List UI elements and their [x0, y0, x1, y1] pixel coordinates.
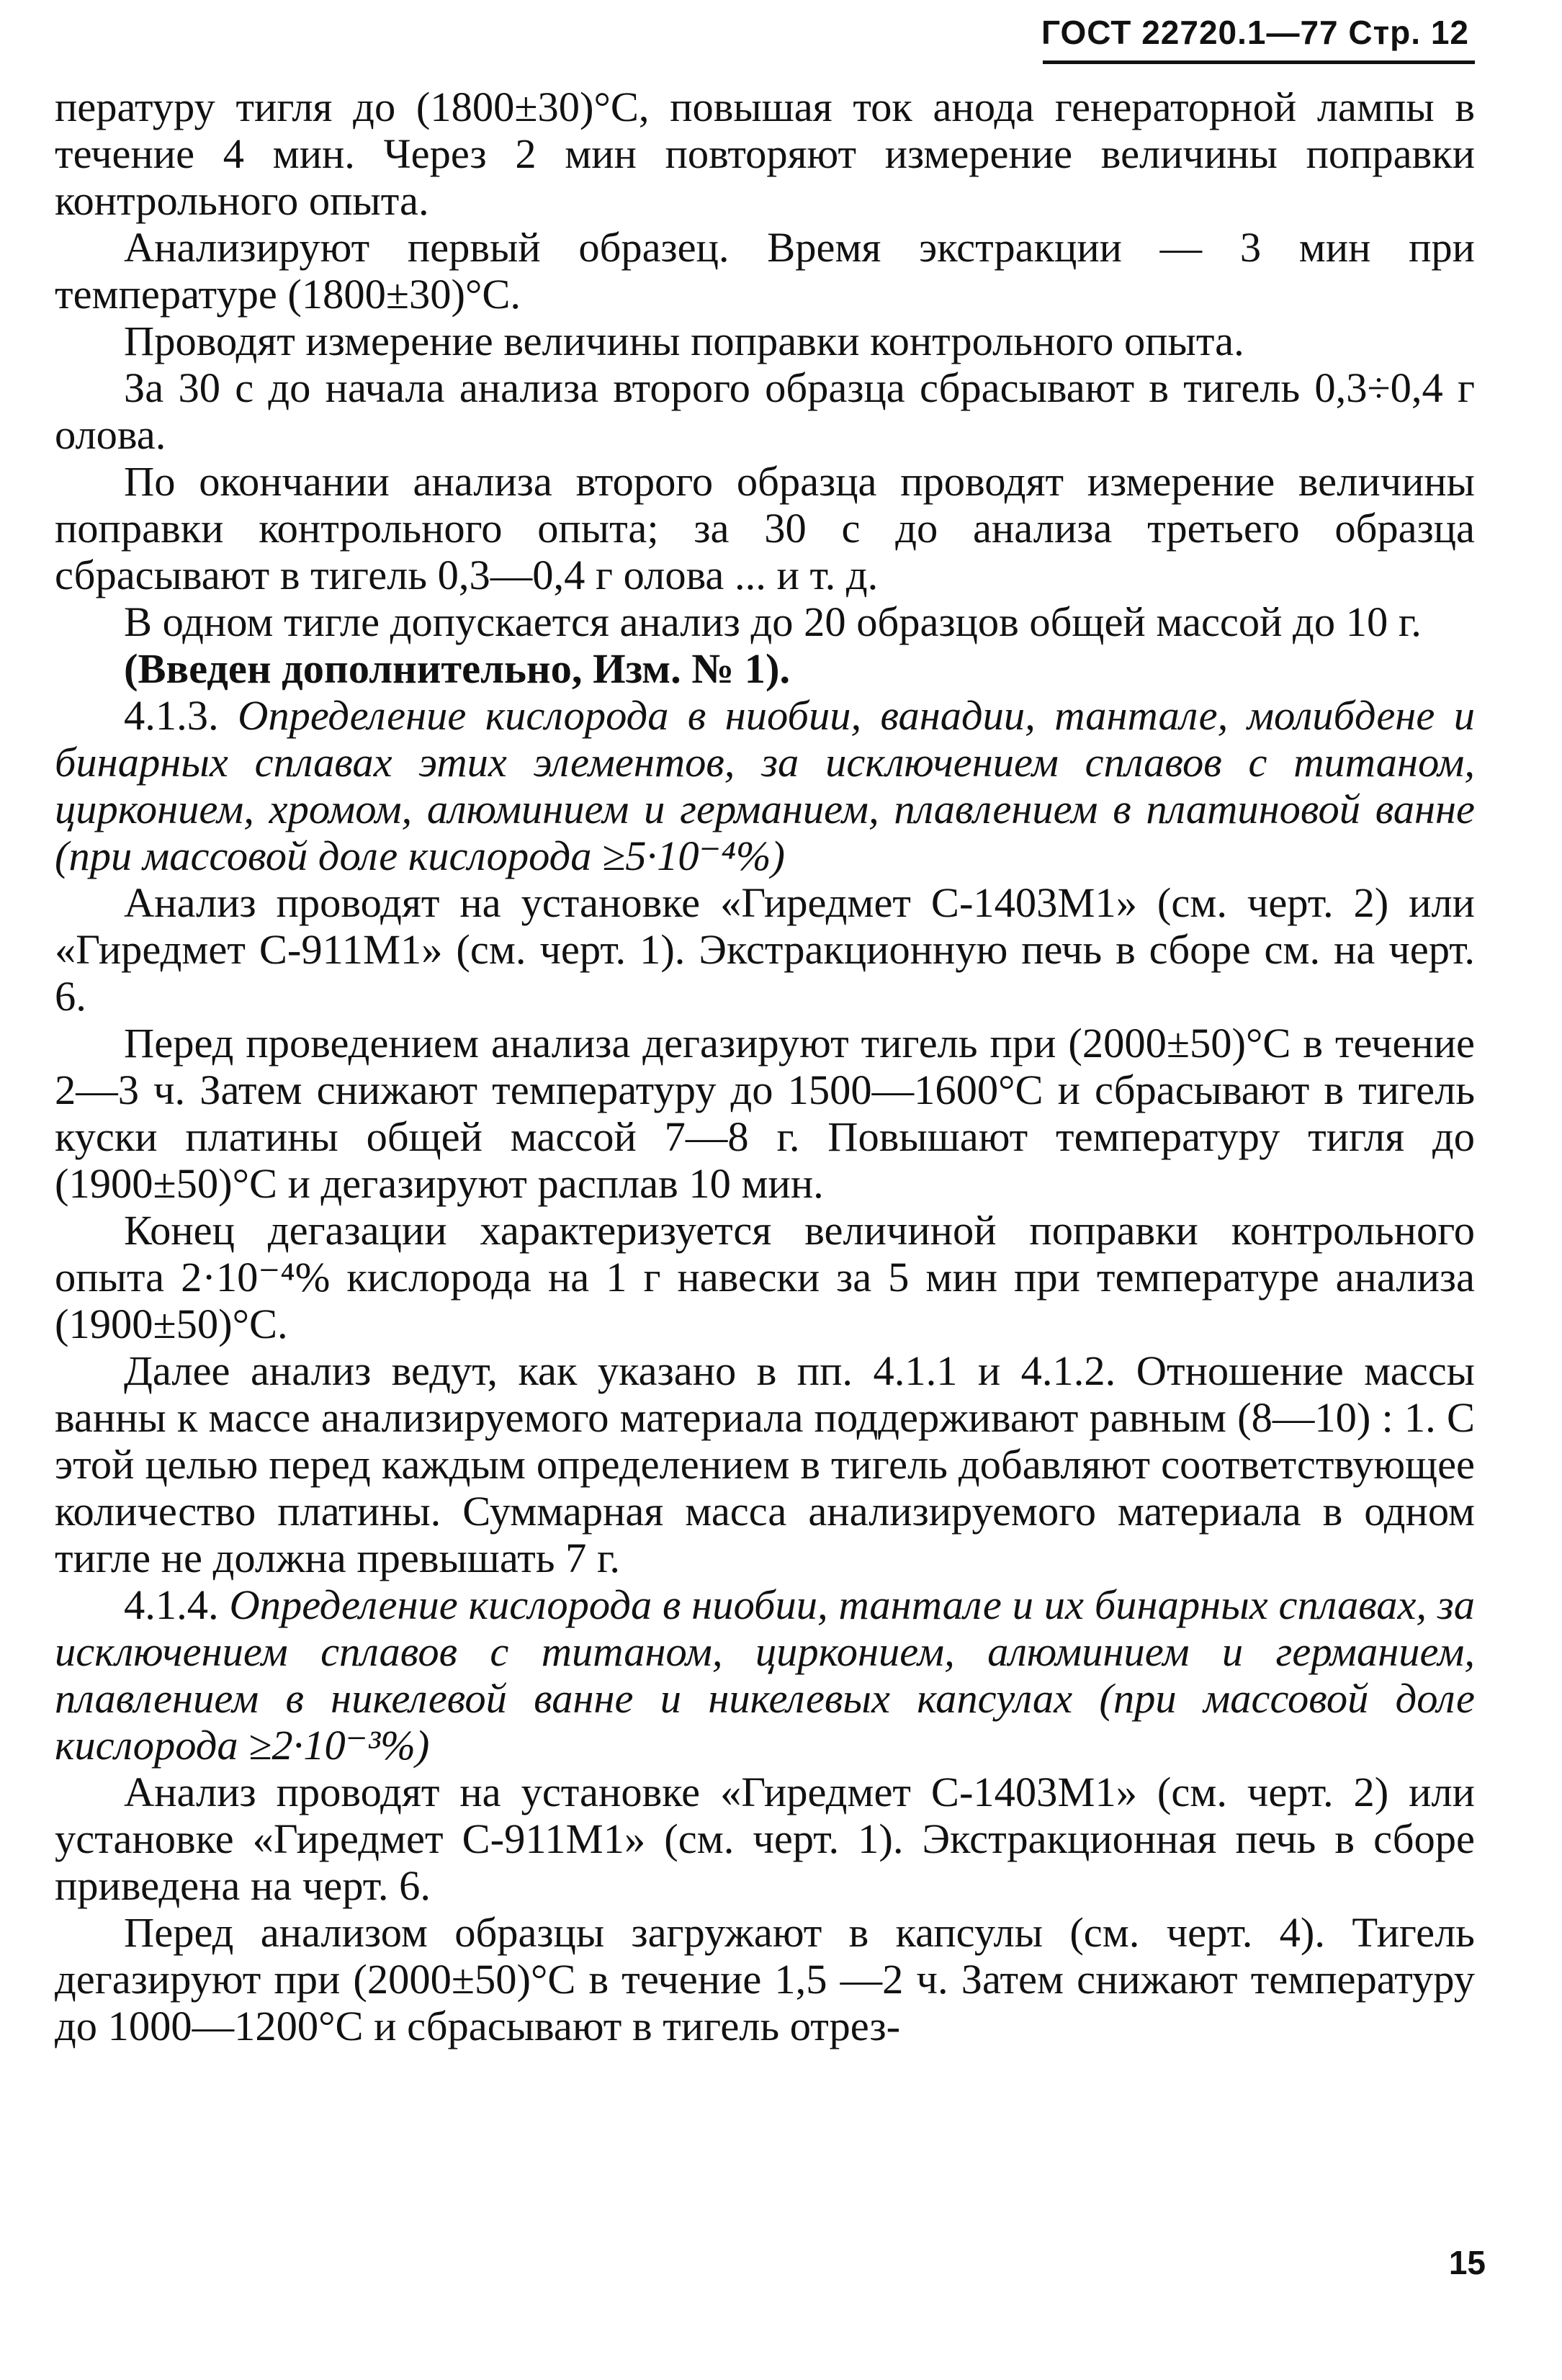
header-rule	[1043, 60, 1475, 64]
section-number: 4.1.3.	[124, 692, 219, 739]
paragraph: Проводят измерение величины поправки контрольного опыта.	[124, 318, 1244, 364]
section-title: Определение кислорода в ниобии, тантале и их бинарных сплавах, за исключением сплавов с титаном, цирконием, алюминием и германием, плавлением в никелевой ванне и никелевых капсулах (при массовой доле кислорода ≥2·10⁻³%)	[55, 1581, 1475, 1769]
paragraph: Анализ проводят на установке «Гиредмет С-1403М1» (см. черт. 2) или установке «Гиредмет С-911М1» (см. черт. 1). Экстракционная печь в сборе приведена на черт. 6.	[55, 1769, 1475, 1909]
paragraph: Анализируют первый образец. Время экстракции — 3 мин при температуре (1800±30)°С.	[55, 224, 1475, 318]
paragraph: В одном тигле допускается анализ до 20 образцов общей массой до 10 г.	[124, 598, 1422, 645]
document-body	[55, 84, 1475, 2049]
section-title: Определение кислорода в ниобии, ванадии, тантале, молибдене и бинарных сплавах этих элементов, за исключением сплавов с титаном, цирконием, хромом, алюминием и германием, плавлением в платиновой ванне (при массовой доле кислорода ≥5·10⁻⁴%)	[55, 692, 1476, 879]
paragraph: Перед проведением анализа дегазируют тигель при (2000±50)°С в течение 2—3 ч. Затем снижают температуру до 1500—1600°С и сбрасывают в тигель куски платины общей массой 7—8 г. Повышают температуру тигля до (1900±50)°С и дегазируют расплав 10 мин.	[55, 1020, 1475, 1207]
page-header: ГОСТ 22720.1—77 Стр. 12	[1041, 14, 1469, 51]
section-heading-4-1-3	[55, 692, 1475, 879]
paragraph: пературу тигля до (1800±30)°С, повышая ток анода генераторной лампы в течение 4 мин. Через 2 мин повторяют измерение величины поправки контрольного опыта.	[55, 84, 1475, 224]
amendment-note: (Введен дополнительно, Изм. № 1).	[124, 645, 791, 692]
page-number: 15	[1448, 2244, 1486, 2281]
section-heading-4-1-4	[55, 1581, 1475, 1769]
paragraph: Конец дегазации характеризуется величиной поправки контрольного опыта 2·10⁻⁴% кислорода на 1 г навески за 5 мин при температуре анализа (1900±50)°С.	[55, 1207, 1475, 1347]
paragraph: Анализ проводят на установке «Гиредмет С-1403М1» (см. черт. 2) или «Гиредмет С-911М1» (см. черт. 1). Экстракционную печь в сборе см. на черт. 6.	[55, 879, 1475, 1020]
paragraph: По окончании анализа второго образца проводят измерение величины поправки контрольного опыта; за 30 с до анализа третьего образца сбрасывают в тигель 0,3—0,4 г олова ... и т. д.	[55, 458, 1475, 598]
paragraph: Далее анализ ведут, как указано в пп. 4.1.1 и 4.1.2. Отношение массы ванны к массе анализируемого материала поддерживают равным (8—10) : 1. С этой целью перед каждым определением в тигель добавляют соответствующее количество платины. Суммарная масса анализируемого материала в одном тигле не должна превышать 7 г.	[55, 1347, 1475, 1581]
section-number: 4.1.4.	[124, 1581, 219, 1628]
paragraph: Перед анализом образцы загружают в капсулы (см. черт. 4). Тигель дегазируют при (2000±50)°С в течение 1,5 —2 ч. Затем снижают температуру до 1000—1200°С и сбрасывают в тигель отрез-	[55, 1909, 1475, 2049]
paragraph: За 30 с до начала анализа второго образца сбрасывают в тигель 0,3÷0,4 г олова.	[55, 364, 1475, 458]
